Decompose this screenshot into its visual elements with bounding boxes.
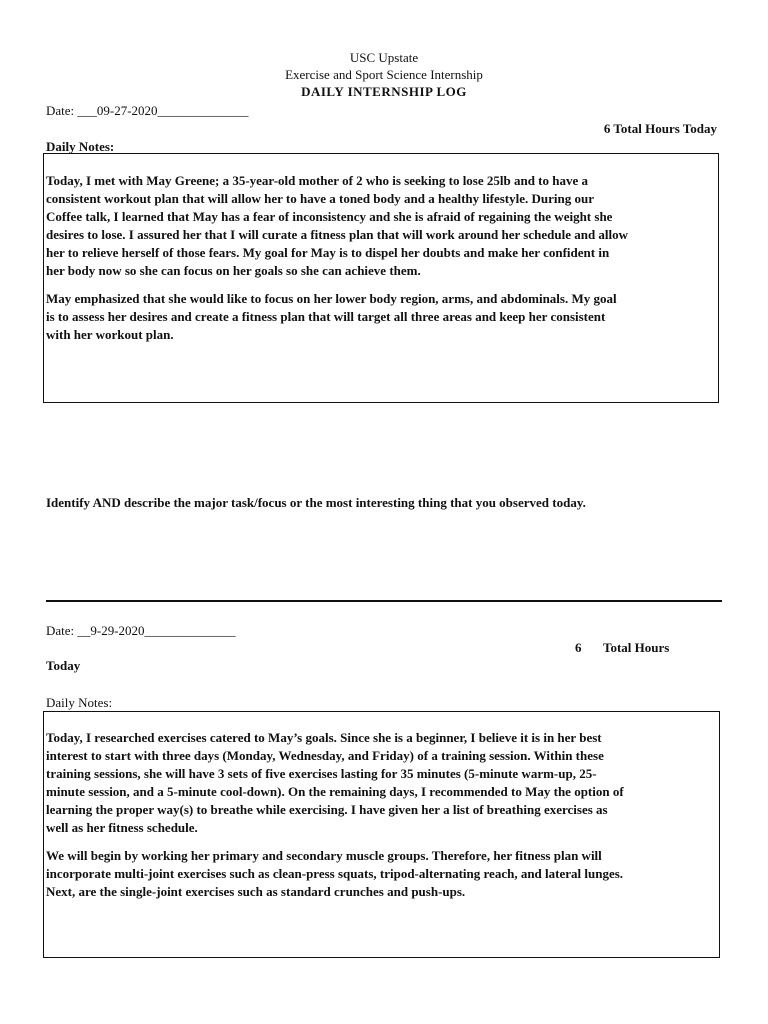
entry2-date: Date: __9-29-2020______________ [46,623,236,638]
entry1-notes-box [43,153,719,403]
entry2-hours-label: Total Hours [603,640,670,655]
task-focus-prompt: Identify AND describe the major task/focus or the most interesting thing that you observed today. [46,495,586,510]
section-divider [46,600,722,602]
program-name: Exercise and Sport Science Internship [285,67,483,82]
entry1-date: Date: ___09-27-2020______________ [46,103,249,118]
entry2-notes-label: Daily Notes: [46,695,113,710]
entry1-total-hours: 6 Total Hours Today [603,121,717,136]
school-name: USC Upstate [349,50,419,65]
entry1-notes-label: Daily Notes: [46,139,115,154]
entry2-today-label: Today [46,658,81,673]
entry1-notes-paragraph-2: May emphasized that she would like to focus on her lower body region, arms, and abdominals. My goal is to assess her desires and create a fitness plan that will target all three areas and keep her consistent with her workout plan. [46,291,617,342]
entry2-hours-number: 6 [575,640,582,655]
entry2-notes-paragraph-1: Today, I researched exercises catered to May’s goals. Since she is a beginner, I believe it is in her best interest to start with three days (Monday, Wednesday, and Friday) of a training session. Within these training sessions, she will have 3 sets of five exercises lasting for 35 minutes (5-minute warm-up, 25- minute session, and a 5-minute cool-down). On the remaining days, I recommended to May the option of learning the proper way(s) to breathe while exercising. I have given her a list of breathing exercises as well as her fitness schedule. [46,730,624,835]
entry2-notes-paragraph-2: We will begin by working her primary and secondary muscle groups. Therefore, her fitness plan will incorporate multi-joint exercises such as clean-press squats, tripod-alternating reach, and lateral lunges. Next, are the single-joint exercises such as standard crunches and push-ups. [46,848,624,899]
entry2-notes-box [43,711,720,958]
entry1-notes-paragraph-1: Today, I met with May Greene; a 35-year-old mother of 2 who is seeking to lose 25lb and to have a consistent workout plan that will allow her to have a toned body and a healthy lifestyle. During our Coffee talk, I learned that May has a fear of inconsistency and she is afraid of regaining the weight she desires to lose. I assured her that I will curate a fitness plan that will work around her schedule and allow her to relieve herself of those fears. My goal for May is to dispel her doubts and make her confident in her body now so she can focus on her goals so she can achieve them. [46,173,629,278]
page-title: DAILY INTERNSHIP LOG [301,84,467,99]
